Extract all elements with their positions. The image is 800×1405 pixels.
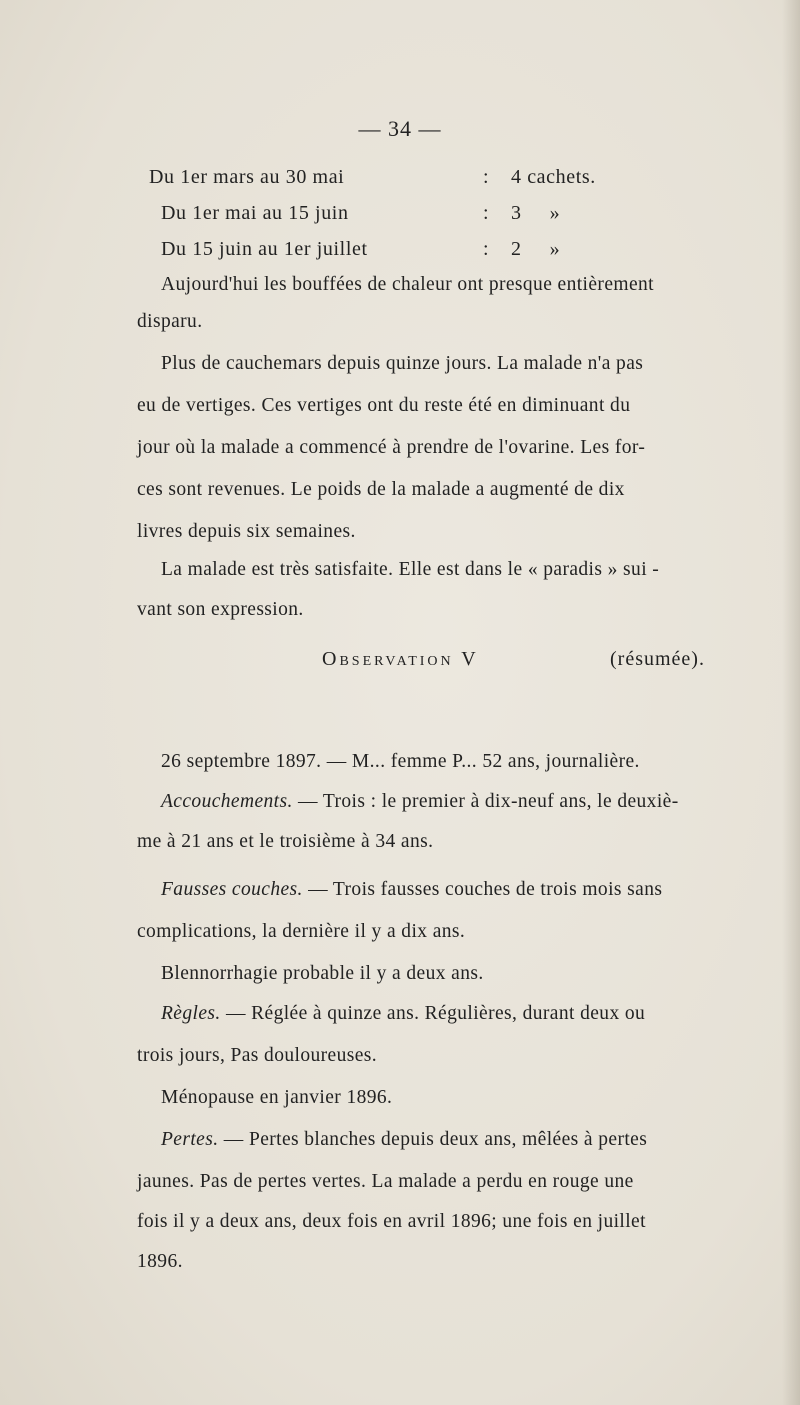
line-text: fois il y a deux ans, deux fois en avril 1896; une fois en juillet — [137, 1211, 646, 1232]
schedule-period: Du 15 juin au 1er juillet — [161, 238, 368, 260]
schedule-row — [0, 166, 800, 196]
line-text: eu de vertiges. Ces vertiges ont du reste été en diminuant du — [137, 395, 631, 416]
schedule-value: 4 cachets. — [511, 166, 596, 188]
text-line — [0, 1087, 800, 1119]
heading-subtitle: (résumée). — [610, 648, 705, 670]
schedule-value: 3 » — [511, 202, 561, 224]
text-line — [0, 1251, 800, 1283]
text-line — [0, 921, 800, 953]
heading-title: Observation V — [322, 648, 479, 670]
schedule-period: Du 1er mai au 15 juin — [161, 202, 349, 224]
text-line — [0, 353, 800, 385]
text-line — [0, 831, 800, 863]
page-number: — 34 — — [358, 116, 442, 141]
accouchements-label: Accouchements. — [161, 791, 293, 812]
text-line — [0, 1171, 800, 1203]
fausses-couches-label: Fausses couches. — [161, 879, 303, 900]
line-text: me à 21 ans et le troisième à 34 ans. — [137, 831, 434, 852]
schedule-period: Du 1er mars au 30 mai — [149, 166, 345, 188]
text-line — [0, 559, 800, 591]
schedule-row — [0, 238, 800, 268]
line-text: — Trois fausses couches de trois mois sans — [308, 879, 663, 900]
text-line — [0, 521, 800, 553]
line-text: complications, la dernière il y a dix ans. — [137, 921, 466, 942]
line-text: disparu. — [137, 311, 203, 332]
line-text: — Réglée à quinze ans. Régulières, durant deux ou — [225, 1003, 646, 1024]
line-text: jaunes. Pas de pertes vertes. La malade a perdu en rouge une — [137, 1171, 634, 1192]
schedule-row — [0, 202, 800, 232]
text-line — [0, 751, 800, 783]
schedule-separator: : — [483, 202, 490, 224]
text-line — [0, 437, 800, 469]
line-text: 1896. — [137, 1251, 183, 1272]
line-text: vant son expression. — [137, 599, 304, 620]
line-text: jour où la malade a commencé à prendre de l'ovarine. Les for- — [137, 437, 646, 458]
line-text: Plus de cauchemars depuis quinze jours. La malade n'a pas — [161, 353, 644, 374]
line-text: ces sont revenues. Le poids de la malade a augmenté de dix — [137, 479, 625, 500]
text-line — [0, 599, 800, 631]
text-line — [0, 963, 800, 995]
schedule-value: 2 » — [511, 238, 561, 260]
line-text: Aujourd'hui les bouffées de chaleur ont presque entièrement — [161, 274, 654, 295]
text-line — [0, 791, 800, 823]
observation-intro: 26 septembre 1897. — M... femme P... 52 ans, journalière. — [161, 751, 640, 772]
text-line — [0, 1129, 800, 1161]
line-text: trois jours, Pas douloureuses. — [137, 1045, 378, 1066]
text-line — [0, 1003, 800, 1035]
line-text: — Pertes blanches depuis deux ans, mêlées à pertes — [223, 1129, 648, 1150]
text-line — [0, 311, 800, 343]
text-line — [0, 879, 800, 911]
regles-label: Règles. — [161, 1003, 221, 1024]
schedule-separator: : — [483, 166, 490, 188]
text-line — [0, 1211, 800, 1243]
schedule-separator: : — [483, 238, 490, 260]
text-line — [0, 274, 800, 306]
blennorrhagie-line: Blennorrhagie probable il y a deux ans. — [161, 963, 484, 984]
pertes-label: Pertes. — [161, 1129, 219, 1150]
text-line — [0, 479, 800, 511]
line-text: La malade est très satisfaite. Elle est dans le « paradis » sui - — [161, 559, 660, 580]
menopause-line: Ménopause en janvier 1896. — [161, 1087, 393, 1108]
line-text: — Trois : le premier à dix-neuf ans, le deuxiè- — [298, 791, 679, 812]
line-text: livres depuis six semaines. — [137, 521, 356, 542]
text-line — [0, 395, 800, 427]
text-line — [0, 1045, 800, 1077]
